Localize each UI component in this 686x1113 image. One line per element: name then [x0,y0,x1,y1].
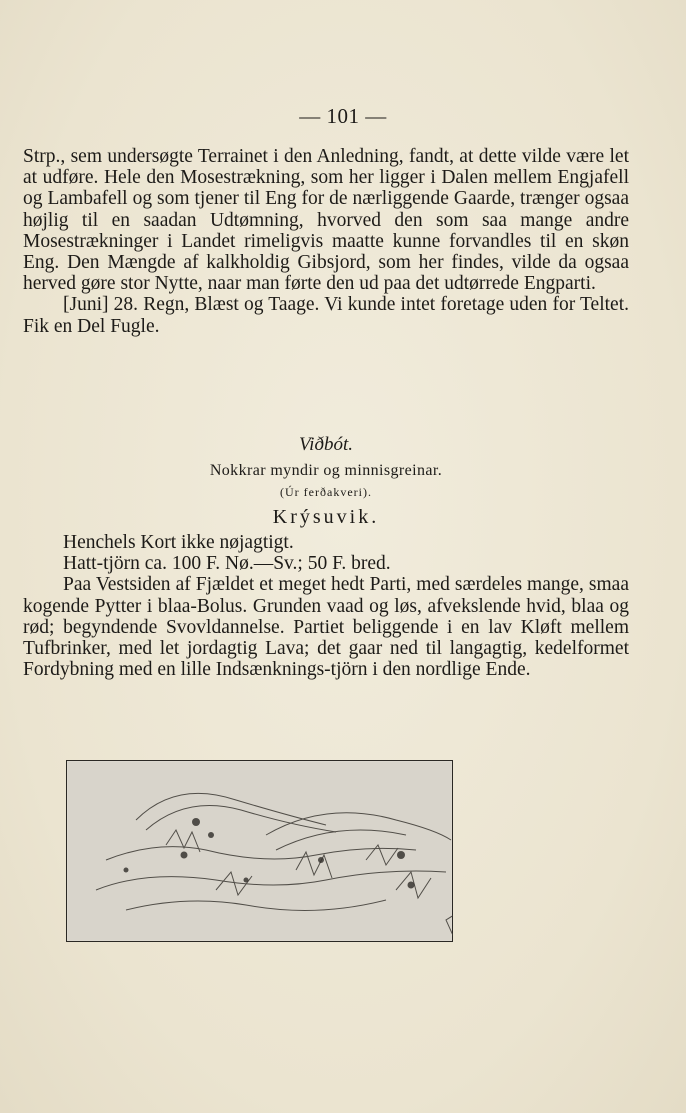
section-heading: Krýsuvik. [272,506,380,528]
note-line-2: Hatt-tjörn ca. 100 F. Nø.—Sv.; 50 F. bred. [63,553,391,575]
appendix-subtitle: Nokkrar myndir og minnisgreinar. [209,462,443,479]
note-line-1: Henchels Kort ikke nøjagtigt. [63,532,294,553]
paragraph-diary-entry: [Juni] 28. Regn, Blæst og Taage. Vi kunde intet foretage uden for Teltet. Fik en Del Fugle. [23,294,629,337]
landscape-sketch [66,760,453,942]
sketch-texture [68,762,451,940]
page-number: — 101 — [299,104,387,128]
text-block-bottom [23,532,629,680]
paragraph-continuation: Strp., sem undersøgte Terrainet i den Anledning, fandt, at dette vilde være let at udføre. Hele den Mosestrækning, som her ligger i Dalen mellem Engjafell og Lambafell og som tjener til Eng for de nærliggende Gaarde, trænger ogsaa højlig til en saadan Udtømning, hvorved den som saa mange andre Mosestrækninger i Landet rimeligvis maatte kunne forvandles til en skøn Eng. Den Mængde af kalkholdig Gibsjord, som her findes, vilde da ogsaa herved gøre stor Nytte, naar man førte den ud paa det udtørrede Engparti. [23,146,629,295]
text-block-top [23,146,629,337]
appendix-title: Viðbót. [298,434,353,455]
appendix-source: (Úr ferðakveri). [280,485,372,499]
note-paragraph: Paa Vestsiden af Fjældet et meget hedt Parti, med særdeles mange, smaa kogende Pytter i blaa-Bolus. Grunden vaad og løs, afvekslende hvid, blaa og rød; begyndende Svovldannelse. Partiet beliggende i en lav Kløft mellem Tufbrinker, med let jordagtig Lava; det gaar ned til langagtig, kedelformet Fordybning med en lille Indsænknings-tjörn i den nordlige Ende. [23,574,629,681]
sketch-illustration [66,760,453,942]
